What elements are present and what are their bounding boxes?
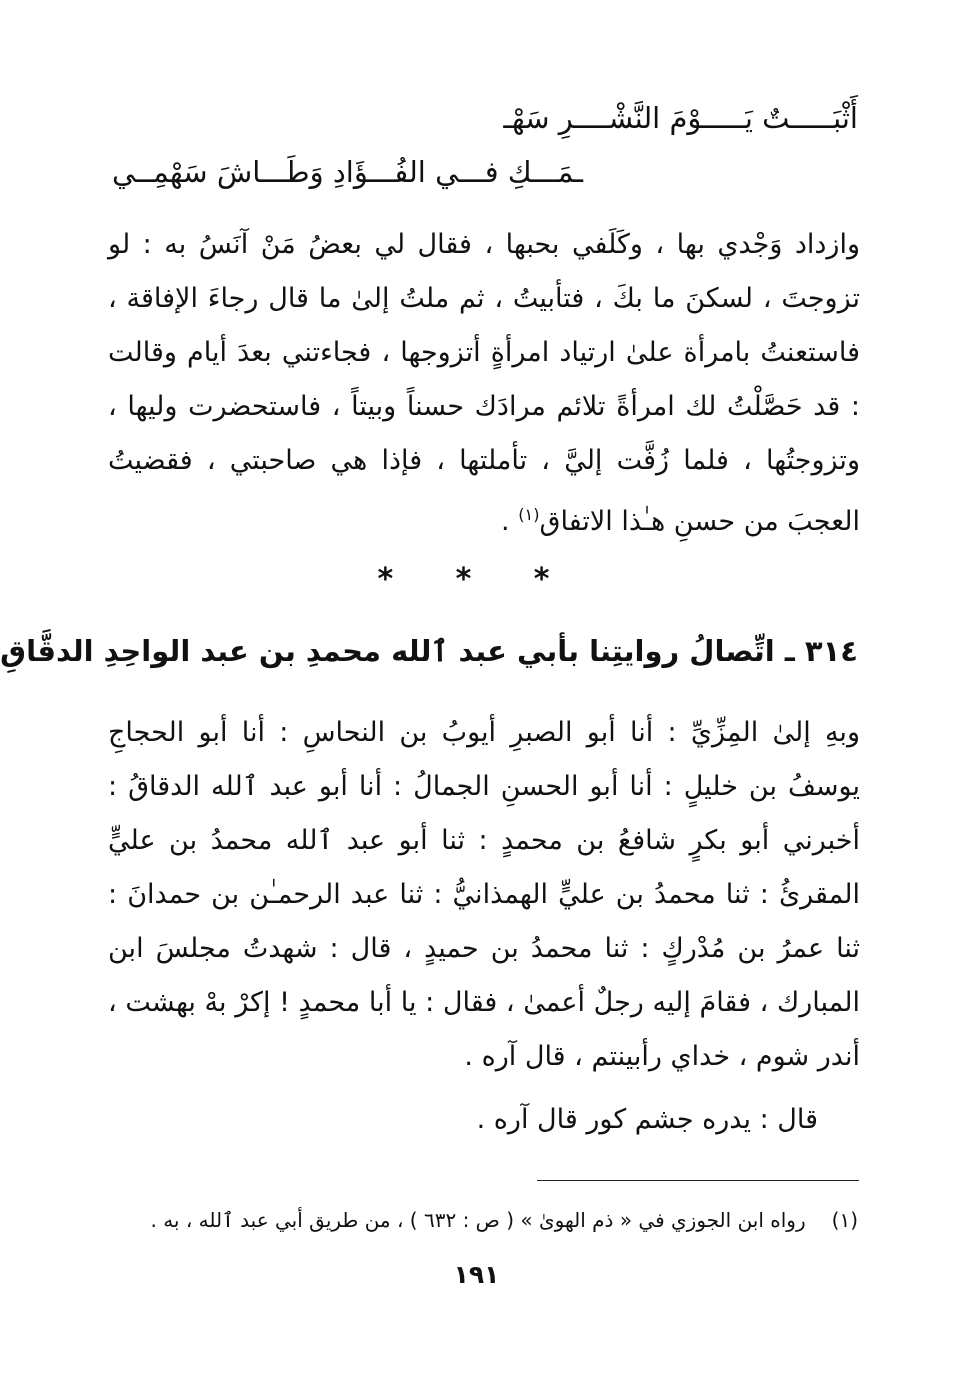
footnote-marker: (١) bbox=[831, 1208, 858, 1232]
footnote bbox=[150, 1203, 858, 1237]
section-number: ٣١٤ bbox=[804, 634, 858, 668]
section-heading bbox=[0, 626, 858, 676]
paragraph-end: . bbox=[501, 506, 519, 537]
page-number: ١٩١ bbox=[453, 1260, 500, 1289]
section-separator: * * * bbox=[377, 562, 576, 597]
footnote-divider bbox=[537, 1180, 859, 1181]
narrative-paragraph bbox=[108, 218, 860, 549]
section-dash: ـ bbox=[784, 634, 795, 668]
isnad-paragraph: وبهِ إلىٰ المِزِّيِّ : أنا أبو الصبرِ أيوبُ بن النحاسِ : أنا أبو الحجاجِ يوسفُ بن خليلٍ : أنا أبو الحسنِ الجمالُ : أنا أبو عبد ٱلله الدقاقُ : أخبرني أبو بكرٍ شافعُ بن محمدٍ : ثنا أبو عبد ٱلله محمدُ بن عليٍّ المقرئُ : ثنا محمدُ بن عليٍّ الهمذانيُّ : ثنا عبد الرحمـٰن بن حمدانَ : ثنا عمرُ بن مُدْركٍ : ثنا محمدُ بن حميدٍ ، قال : شهدتُ مجلسَ ابن المبارك ، فقامَ إليه رجلٌ أعمىٰ ، فقال : يا أبا محمدٍ ! إكرْ بهْ بهشت ، أندر شوم ، خداي رأبينتم ، قال آره . bbox=[108, 717, 860, 1072]
footnote-text: رواه ابن الجوزي في « ذم الهوىٰ » ( ص : ٦٣٢ ) ، من طريق أبي عبد ٱلله ، به . bbox=[150, 1208, 806, 1232]
poem-verse-first: أَثْبَـــــتٌ يَـــــوْمَ النَّشْــــرِ سَهْـ bbox=[503, 101, 858, 135]
poem-verse-second: ـمَـــكِ فـــي الفُـــؤَادِ وَطَـــاشَ سَهْمِــي bbox=[112, 155, 583, 189]
footnote-reference: (١) bbox=[518, 505, 540, 524]
section-title: اتِّصالُ روايتِنا بأبي عبد ٱلله محمدِ بن عبد الواحِدِ الدقَّاقِ bbox=[0, 634, 775, 668]
narrative-text: وازداد وَجْدي بها ، وكَلَفي بحبها ، فقال لي بعضُ مَنْ آنَسُ به : لو تزوجتَ ، لسكنَ ما بكَ ، فتأبيتُ ، ثم ملتُ إلىٰ ما قال رجاءَ الإفاقة ، فاستعنتُ بامرأة علىٰ ارتياد امرأةٍ أتزوجها ، فجاءتني بعدَ أيام وقالت : قد حَصَّلْتُ لك امرأةً تلائم مرادَك حسناً وبيتاً ، فاستحضرت وليها ، وتزوجتُها ، فلما زُفَّت إليَّ ، تأملتها ، فإذا هي صاحبتي ، فقضيتُ العجبَ من حسنِ هـٰذا الاتفاق bbox=[108, 229, 860, 537]
closing-line: قال : يدره جشم كور قال آره . bbox=[476, 1104, 818, 1135]
